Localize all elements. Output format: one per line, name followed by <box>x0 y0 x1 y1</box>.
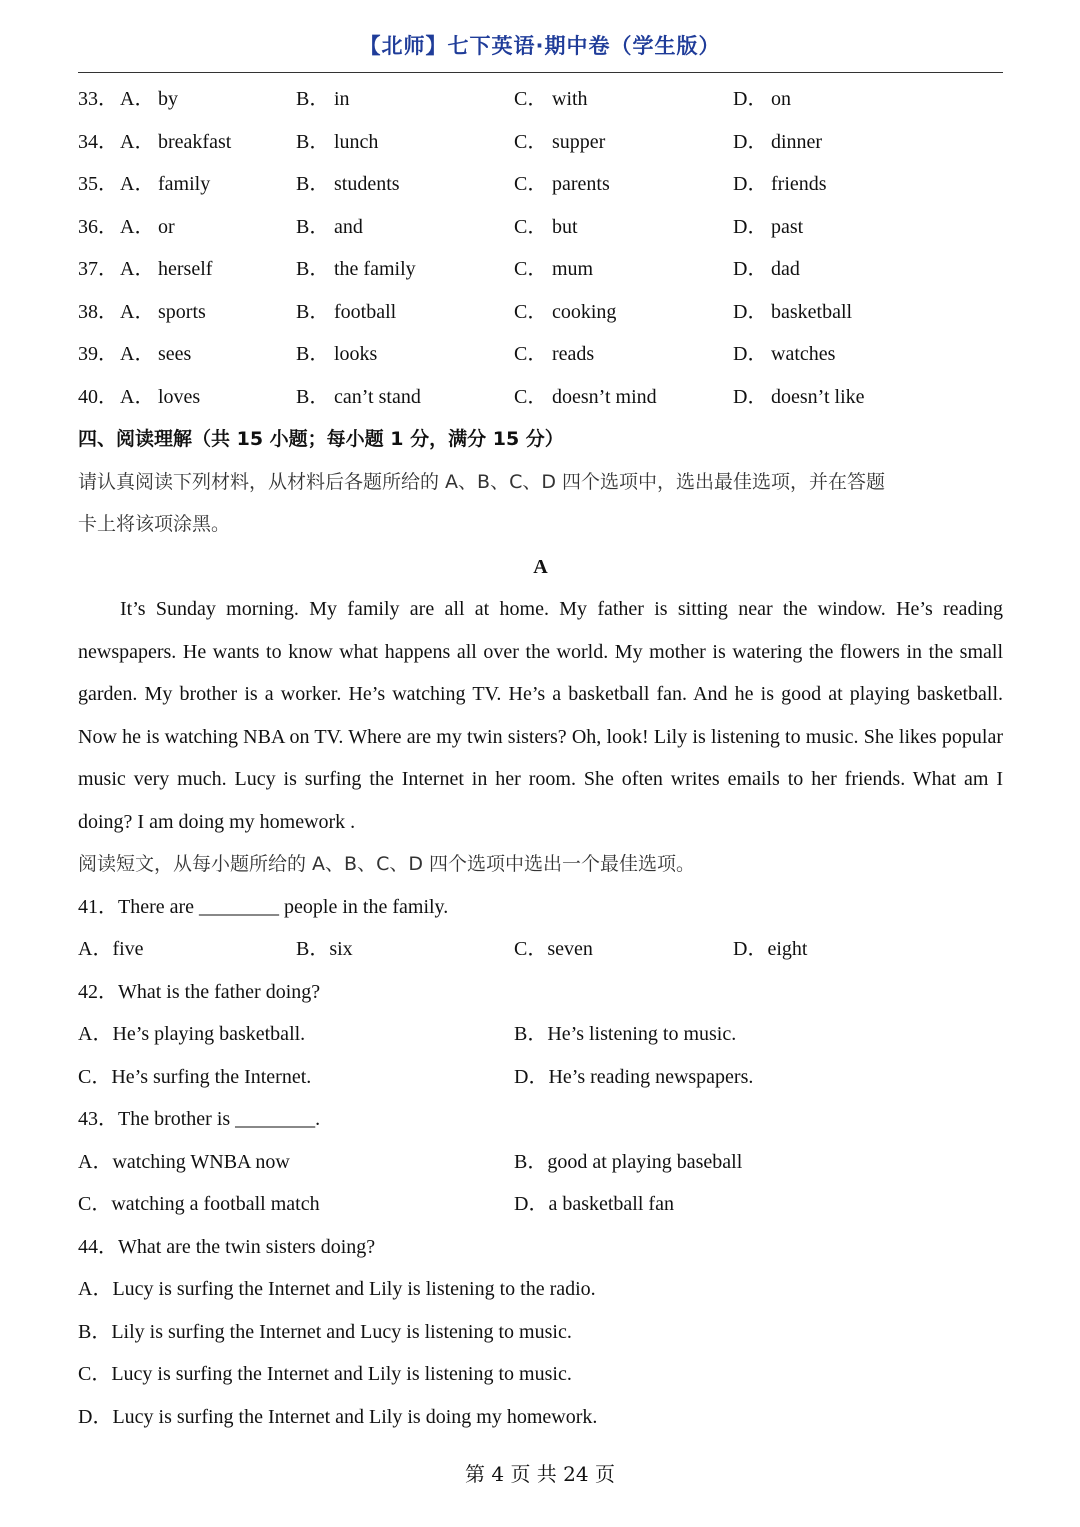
question-number: 38． <box>78 300 118 323</box>
option-letter: C． <box>514 88 548 110</box>
option-d[interactable] <box>733 121 822 164</box>
option-c[interactable] <box>514 291 616 334</box>
option-c[interactable] <box>514 333 594 376</box>
option-letter: D． <box>733 173 768 195</box>
option-text: loves <box>158 385 201 408</box>
question-43-options-row-2 <box>78 1183 1003 1226</box>
option-letter: D． <box>733 300 768 323</box>
option-c[interactable]: C．Lucy is surfing the Internet and Lily is listening to music. <box>78 1363 572 1385</box>
option-text: on <box>771 88 791 110</box>
question-43-stem: 43．The brother is ________. <box>78 1108 321 1130</box>
option-text: basketball <box>771 300 853 323</box>
cloze-row <box>78 333 1003 376</box>
option-a[interactable] <box>120 291 206 334</box>
option-a[interactable]: A．five <box>78 938 144 960</box>
option-d[interactable] <box>733 376 865 419</box>
section-heading: 四、阅读理解（共 15 小题；每小题 1 分，满分 15 分） <box>78 428 564 450</box>
question-42-stem: 42．What is the father doing? <box>78 980 321 1003</box>
cloze-row <box>78 291 1003 334</box>
question-number: 33． <box>78 88 118 110</box>
option-text: the family <box>334 258 416 280</box>
option-a[interactable] <box>120 248 212 291</box>
option-letter: B． <box>296 300 330 323</box>
option-text: in <box>334 88 350 110</box>
option-letter: B． <box>296 343 330 365</box>
passage <box>78 588 1003 843</box>
option-text: parents <box>552 173 610 195</box>
cloze-row <box>78 206 1003 249</box>
option-letter: D． <box>733 215 768 238</box>
option-letter: C． <box>514 385 548 408</box>
option-b[interactable] <box>296 121 378 164</box>
cloze-row <box>78 376 1003 419</box>
option-letter: A． <box>120 385 155 408</box>
option-letter: D． <box>733 88 768 110</box>
option-b[interactable]: B．good at playing baseball <box>514 1150 743 1173</box>
question-number: 39． <box>78 343 118 365</box>
option-letter: B． <box>296 258 330 280</box>
option-text: breakfast <box>158 130 232 153</box>
option-text: by <box>158 88 178 110</box>
option-letter: B． <box>296 215 330 238</box>
cloze-row <box>78 78 1003 121</box>
option-text: looks <box>334 343 378 365</box>
option-text: lunch <box>334 130 379 153</box>
option-letter: A． <box>120 130 155 153</box>
section-instruction-line-1: 请认真阅读下列材料，从材料后各题所给的 A、B、C、D 四个选项中，选出最佳选项，并在答题 <box>78 470 886 493</box>
cloze-row <box>78 248 1003 291</box>
option-text: can’t stand <box>334 385 421 408</box>
option-d[interactable] <box>733 78 791 121</box>
option-text: watches <box>771 343 836 365</box>
option-letter: C． <box>514 215 548 238</box>
option-c[interactable] <box>514 163 610 206</box>
option-d[interactable] <box>733 163 827 206</box>
option-a[interactable] <box>120 78 178 121</box>
option-d[interactable] <box>733 333 835 376</box>
option-c[interactable] <box>514 78 588 121</box>
question-number: 36． <box>78 215 118 238</box>
option-letter: B． <box>296 130 330 153</box>
page-content <box>78 78 1003 1438</box>
question-41-options <box>78 928 1003 971</box>
passage-instruction: 阅读短文，从每小题所给的 A、B、C、D 四个选项中选出一个最佳选项。 <box>78 853 696 875</box>
option-text: friends <box>771 173 827 195</box>
question-number: 40． <box>78 385 118 408</box>
option-letter: A． <box>120 300 155 323</box>
option-text: herself <box>158 258 213 280</box>
option-text: doesn’t like <box>771 385 865 408</box>
option-text: sees <box>158 343 192 365</box>
option-letter: A． <box>120 88 155 110</box>
header-rule <box>78 72 1003 73</box>
option-letter: A． <box>120 343 155 365</box>
option-b[interactable] <box>296 206 363 249</box>
option-b[interactable] <box>296 333 377 376</box>
option-c[interactable] <box>514 121 605 164</box>
option-text: with <box>552 88 588 110</box>
option-letter: C． <box>514 258 548 280</box>
question-42-options-row-1 <box>78 1013 1003 1056</box>
option-d[interactable]: D．Lucy is surfing the Internet and Lily is doing my homework. <box>78 1405 598 1428</box>
option-a[interactable] <box>120 206 175 249</box>
option-letter: D． <box>733 343 768 365</box>
question-41-stem: 41．There are ________ people in the family. <box>78 895 449 918</box>
option-text: supper <box>552 130 606 153</box>
option-letter: C． <box>514 173 548 195</box>
option-text: family <box>158 173 211 195</box>
option-letter: A． <box>120 215 155 238</box>
option-text: and <box>334 215 363 238</box>
page-footer: 第 4 页 共 24 页 <box>465 1462 615 1486</box>
option-text: doesn’t mind <box>552 385 657 408</box>
cloze-row <box>78 121 1003 164</box>
option-d[interactable] <box>733 206 803 249</box>
option-b[interactable] <box>296 291 396 334</box>
section-instruction-line-2: 卡上将该项涂黑。 <box>78 513 231 535</box>
option-a[interactable] <box>120 333 191 376</box>
passage-text: It’s Sunday morning. My family are all at home. My father is sitting near the window. He’s reading newspapers. He wants to know what happens all over the world. My mother is watering the flowers in the small garden. My brother is a worker. He’s watching TV. He’s a basketball fan. And he is good at playing basketball. Now he is watching NBA on TV. Where are my twin sisters? Oh, look! Lily is listening to music. She likes popular music very much. Lucy is surfing the Internet in her room. She often writes emails to her friends. What am I doing? I am doing my homework . <box>78 598 1003 833</box>
option-b[interactable]: B．He’s listening to music. <box>514 1023 737 1045</box>
option-letter: A． <box>120 258 155 280</box>
option-letter: D． <box>733 258 768 280</box>
option-b[interactable] <box>296 248 416 291</box>
option-b[interactable]: B．Lily is surfing the Internet and Lucy is listening to music. <box>78 1320 572 1343</box>
option-c[interactable] <box>514 248 593 291</box>
option-a[interactable]: A．watching WNBA now <box>78 1150 290 1173</box>
option-c[interactable] <box>514 206 578 249</box>
option-b[interactable] <box>296 78 350 121</box>
option-a[interactable]: A．Lucy is surfing the Internet and Lily is listening to the radio. <box>78 1278 596 1300</box>
option-letter: B． <box>296 385 330 408</box>
passage-title: A <box>533 555 548 578</box>
question-number: 34． <box>78 130 118 153</box>
option-text: students <box>334 173 400 195</box>
option-a[interactable] <box>120 376 200 419</box>
option-text: mum <box>552 258 594 280</box>
option-b[interactable]: B．six <box>296 938 353 960</box>
option-text: cooking <box>552 300 617 323</box>
question-number: 37． <box>78 258 118 280</box>
option-d[interactable]: D．eight <box>733 938 808 960</box>
option-a[interactable] <box>120 163 210 206</box>
option-c[interactable] <box>514 376 657 419</box>
option-b[interactable] <box>296 376 421 419</box>
option-letter: C． <box>514 300 548 323</box>
option-d[interactable]: D．a basketball fan <box>514 1193 674 1215</box>
option-text: reads <box>552 343 595 365</box>
option-letter: C． <box>514 130 548 153</box>
question-43-options-row-1 <box>78 1141 1003 1184</box>
option-text: sports <box>158 300 206 323</box>
option-a[interactable] <box>120 121 231 164</box>
option-text: but <box>552 215 578 238</box>
option-letter: A． <box>120 173 155 195</box>
question-number: 35． <box>78 173 118 195</box>
option-a[interactable]: A．He’s playing basketball. <box>78 1023 306 1045</box>
option-b[interactable] <box>296 163 400 206</box>
option-d[interactable] <box>733 291 852 334</box>
header-title: 【北师】七下英语·期中卷（学生版） <box>359 34 721 58</box>
option-letter: C． <box>514 343 548 365</box>
option-letter: B． <box>296 88 330 110</box>
question-44-stem: 44．What are the twin sisters doing? <box>78 1235 376 1258</box>
option-letter: D． <box>733 385 768 408</box>
option-c[interactable]: C．watching a football match <box>78 1193 320 1215</box>
option-letter: D． <box>733 130 768 153</box>
cloze-options-list <box>78 78 1003 418</box>
option-c[interactable]: C．He’s surfing the Internet. <box>78 1065 312 1088</box>
cloze-row <box>78 163 1003 206</box>
option-c[interactable]: C．seven <box>514 938 593 960</box>
option-text: football <box>334 300 397 323</box>
option-text: dinner <box>771 130 823 153</box>
option-letter: B． <box>296 173 330 195</box>
option-d[interactable] <box>733 248 800 291</box>
question-42-options-row-2 <box>78 1056 1003 1099</box>
option-text: dad <box>771 258 800 280</box>
option-d[interactable]: D．He’s reading newspapers. <box>514 1065 754 1088</box>
option-text: past <box>771 215 804 238</box>
option-text: or <box>158 215 175 238</box>
